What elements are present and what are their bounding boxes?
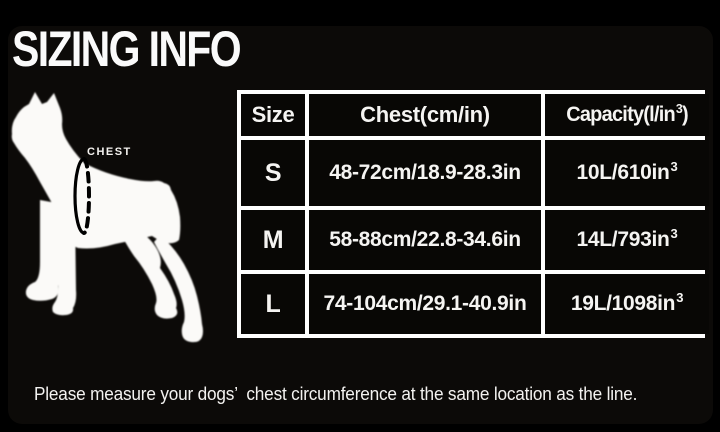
chest-label: CHEST	[87, 146, 132, 158]
capacity-header-text: Capacity(l/in	[566, 103, 675, 126]
size-cell: L	[241, 274, 305, 334]
capacity-header-superscript: 3	[675, 101, 682, 116]
capacity-superscript: 3	[670, 159, 678, 174]
chest-cell: 74-104cm/29.1-40.9in	[309, 274, 541, 334]
dog-measurement-figure	[0, 80, 230, 360]
dog-silhouette	[12, 92, 203, 342]
capacity-value: 10L/610in	[576, 161, 670, 184]
capacity-superscript: 3	[676, 290, 684, 305]
header-cell-chest: Chest(cm/in)	[309, 94, 541, 136]
chest-cell: 48-72cm/18.9-28.3in	[309, 140, 541, 206]
capacity-value: 19L/1098in	[570, 292, 676, 315]
sizing-table	[237, 90, 705, 338]
size-cell: S	[241, 140, 305, 206]
capacity-cell	[545, 210, 709, 270]
page-title: SIZING INFO	[12, 21, 240, 77]
size-cell: M	[241, 210, 305, 270]
capacity-value: 14L/793in	[576, 228, 670, 251]
chest-cell: 58-88cm/22.8-34.6in	[309, 210, 541, 270]
capacity-cell	[545, 140, 709, 206]
measurement-instruction: Please measure your dogs’ chest circumference at the same location as the line.	[34, 383, 638, 404]
capacity-superscript: 3	[670, 226, 678, 241]
header-cell-size: Size	[241, 94, 305, 136]
header-cell-capacity	[545, 94, 709, 136]
capacity-header-close: )	[681, 103, 688, 126]
capacity-cell	[545, 274, 709, 334]
dog-body	[12, 92, 181, 249]
